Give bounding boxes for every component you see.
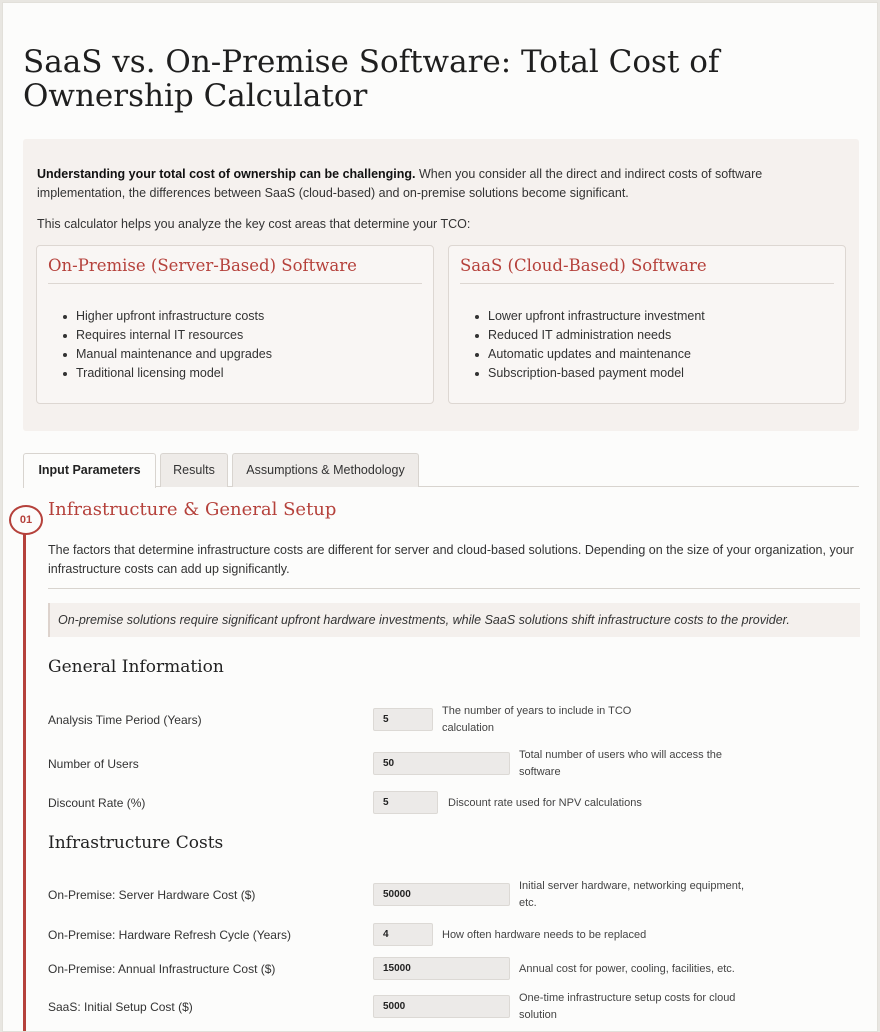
saas-card: [448, 245, 846, 404]
intro-panel: [23, 139, 859, 431]
field-label: On-Premise: Hardware Refresh Cycle (Years): [48, 928, 291, 942]
saas-card-title: SaaS (Cloud-Based) Software: [460, 256, 834, 284]
field-label: Analysis Time Period (Years): [48, 713, 202, 727]
field-help: Total number of users who will access the software: [519, 749, 722, 778]
onprem-list: [63, 307, 272, 383]
tab-input-parameters[interactable]: Input Parameters: [23, 453, 156, 488]
section-description: The factors that determine infrastructure costs are different for server and cloud-based solutions. Depending on the size of your organization, your infrastructure costs can add up significantly.: [48, 543, 854, 576]
list-item: Reduced IT administration needs: [475, 326, 705, 345]
intro-lead-bold: Understanding your total cost of ownership can be challenging.: [37, 167, 416, 181]
field-label: Number of Users: [48, 757, 139, 771]
section-note: On-premise solutions require significant upfront hardware investments, while SaaS solutions shift infrastructure costs to the provider.: [48, 603, 860, 637]
field-help: Annual cost for power, cooling, facilities, etc.: [519, 963, 735, 975]
list-item: Manual maintenance and upgrades: [63, 345, 272, 364]
intro-helper: This calculator helps you analyze the key cost areas that determine your TCO:: [37, 217, 471, 231]
server-hardware-input[interactable]: [373, 883, 510, 906]
tab-assumptions-methodology[interactable]: Assumptions & Methodology: [232, 453, 419, 487]
section-divider: [48, 588, 860, 589]
intro-lead: [37, 165, 849, 203]
list-item: Lower upfront infrastructure investment: [475, 307, 705, 326]
list-item: Higher upfront infrastructure costs: [63, 307, 272, 326]
discount-rate-input[interactable]: [373, 791, 438, 814]
list-item: Automatic updates and maintenance: [475, 345, 705, 364]
field-label: SaaS: Initial Setup Cost ($): [48, 1000, 193, 1014]
tab-results[interactable]: Results: [160, 453, 228, 487]
field-discount-rate: [48, 789, 860, 829]
infrastructure-heading: Infrastructure Costs: [48, 833, 224, 853]
intro-lead-rest: When you consider all the direct and indirect costs of software implementation, the differences between SaaS (cloud-based) and on-premise solutions become significant.: [37, 167, 763, 200]
number-users-input[interactable]: [373, 752, 510, 775]
refresh-cycle-input[interactable]: [373, 923, 433, 946]
analysis-period-input[interactable]: [373, 708, 433, 731]
field-help: Initial server hardware, networking equipment, etc.: [519, 880, 745, 909]
field-help: One-time infrastructure setup costs for cloud solution: [519, 992, 736, 1021]
onprem-card-title: On-Premise (Server-Based) Software: [48, 256, 422, 284]
page-title: SaaS vs. On-Premise Software: Total Cost of Ownership Calculator: [23, 44, 720, 114]
field-help: How often hardware needs to be replaced: [442, 929, 647, 941]
field-help: The number of years to include in TCO calculation: [442, 705, 632, 734]
step-number-badge: 01: [9, 505, 43, 535]
step-timeline-line: [23, 531, 26, 1031]
field-server-hardware: [48, 881, 860, 921]
field-analysis-period: [48, 705, 860, 745]
list-item: Subscription-based payment model: [475, 364, 705, 383]
onprem-card: [36, 245, 434, 404]
field-annual-infrastructure: [48, 955, 860, 995]
calculator-page: [2, 2, 878, 1032]
tab-bar: [23, 453, 859, 487]
field-number-users: [48, 750, 860, 790]
saas-setup-input[interactable]: [373, 995, 510, 1018]
field-help: Discount rate used for NPV calculations: [448, 797, 642, 809]
annual-infrastructure-input[interactable]: [373, 957, 510, 980]
field-saas-setup: [48, 991, 860, 1031]
field-label: Discount Rate (%): [48, 796, 146, 810]
list-item: Requires internal IT resources: [63, 326, 272, 345]
field-label: On-Premise: Server Hardware Cost ($): [48, 888, 256, 902]
list-item: Traditional licensing model: [63, 364, 272, 383]
section-title: Infrastructure & General Setup: [48, 499, 337, 520]
general-info-heading: General Information: [48, 657, 224, 677]
field-label: On-Premise: Annual Infrastructure Cost ($): [48, 962, 276, 976]
saas-list: [475, 307, 705, 383]
